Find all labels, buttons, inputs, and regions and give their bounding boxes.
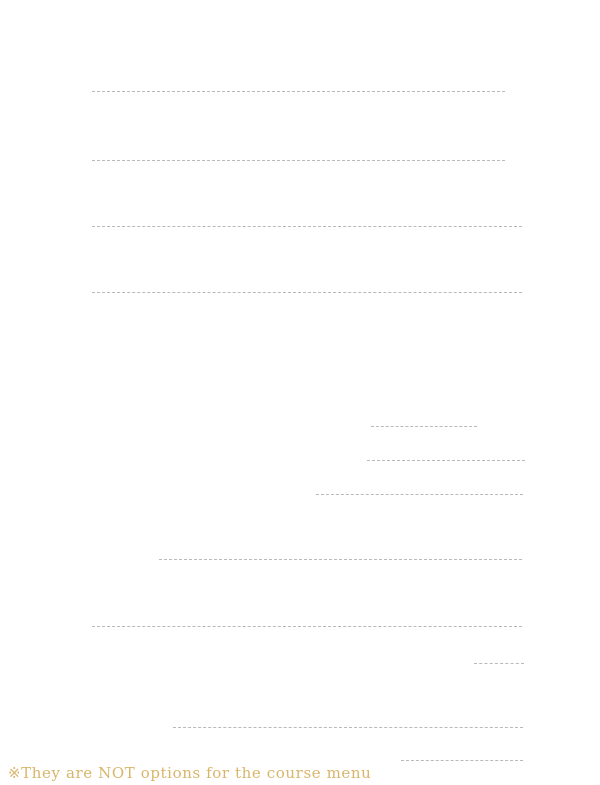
menu-line-11 xyxy=(173,727,523,728)
menu-line-3 xyxy=(92,226,522,227)
menu-line-9 xyxy=(92,626,522,627)
menu-line-10 xyxy=(474,663,524,664)
menu-line-4 xyxy=(92,292,522,293)
menu-line-1 xyxy=(92,91,505,92)
menu-line-2 xyxy=(92,160,505,161)
menu-line-7 xyxy=(316,494,523,495)
menu-line-5 xyxy=(371,426,477,427)
footer-note: ※They are NOT options for the course menu xyxy=(8,764,372,782)
menu-line-6 xyxy=(367,460,525,461)
menu-line-8 xyxy=(159,559,522,560)
menu-line-12 xyxy=(401,760,523,761)
